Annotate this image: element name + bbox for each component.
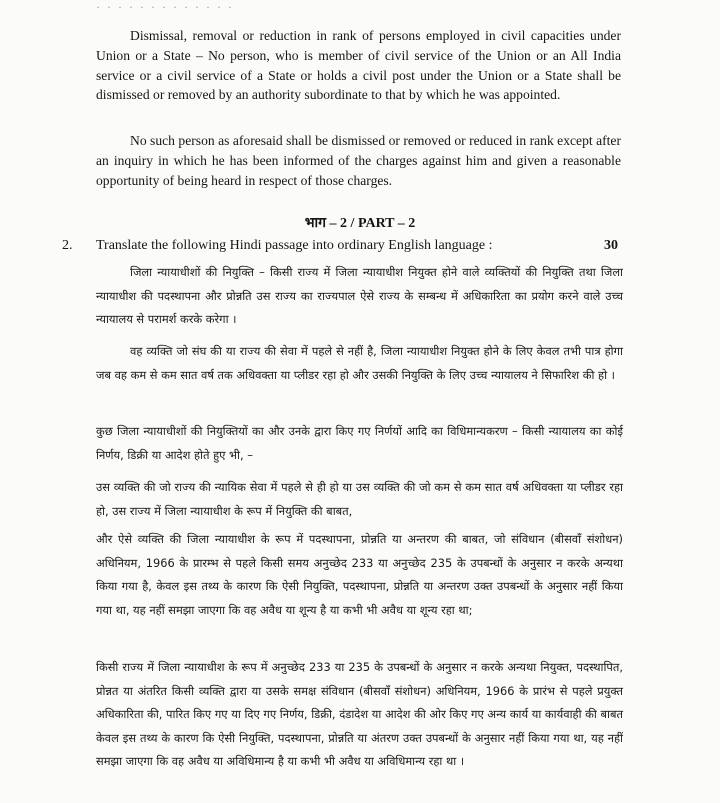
question-number: 2. bbox=[62, 238, 73, 253]
hindi-paragraph-4: उस व्यक्ति की जो राज्य की न्यायिक सेवा में पहले से ही हो या उस व्यक्ति की जो कम से कम सात वर्ष अधिवक्ता या प्लीडर रहा हो, उस राज्य में जिला न्यायाधीश के रूप में नियुक्ति की बाबत, bbox=[96, 480, 623, 518]
hindi-paragraph-2: वह व्यक्ति जो संघ की या राज्य की सेवा में पहले से नहीं है, जिला न्यायाधीश नियुक्त होने के लिए केवल तभी पात्र होगा जब वह कम से कम सात वर्ष तक अधिवक्ता या प्लीडर रहा हो और उसकी नियुक्ति के लिए उच्च न्यायालय ने सिफारिश की हो । bbox=[96, 344, 623, 382]
question-text: Translate the following Hindi passage into ordinary English language : bbox=[96, 238, 493, 253]
english-paragraph-1: Dismissal, removal or reduction in rank of persons employed in civil capacities under Union or a State – No person, who is member of civil service of the Union or an All India service or a civil service of a State or holds a civil post under the Union or a State shall be dismissed or removed by an authority subordinate to that by which he was appointed. bbox=[96, 28, 621, 103]
part-heading: भाग – 2 / PART – 2 bbox=[304, 216, 416, 231]
hindi-paragraph-6: किसी राज्य में जिला न्यायाधीश के रूप में अनुच्छेद 233 या 235 के उपबन्धों के अनुसार न करके अन्यथा नियुक्त, पदस्थापित, प्रोन्नत या अंतरित किसी व्यक्ति द्वारा या उसके समक्ष संविधान (बीसवाँ संशोधन) अधिनियम, 1966 के प्रारंभ से पहले प्रयुक्त अधिकारिता की, पारित किए गए या दिए गए निर्णय, डिक्री, दंडादेश या आदेश की ओर किए गए अन्य कार्य या कार्यवाही की बाबत केवल इस तथ्य के कारण कि ऐसी नियुक्ति, पदस्थापना, प्रोन्नति या अंतरण उक्त उपबन्धों के अनुसार नहीं किया गया था, यह नहीं समझा जाएगा कि वह अवैध या अविधिमान्य है या कभी भी अवैध या अविधिमान्य रहा था । bbox=[96, 660, 623, 769]
hindi-paragraph-5: और ऐसे व्यक्ति की जिला न्यायाधीश के रूप में पदस्थापना, प्रोन्नति या अन्तरण की बाबत, जो संविधान (बीसवाँ संशोधन) अधिनियम, 1966 के प्रारम्भ से पहले किसी समय अनुच्छेद 233 या अनुच्छेद 235 के उपबन्धों के अनुसार न करके अन्यथा किया गया है, केवल इस तथ्य के कारण कि ऐसी नियुक्ति, पदस्थापना, प्रोन्नति या अन्तरण उक्त उपबन्धों के अनुसार नहीं किया गया था, यह नहीं समझा जाएगा कि वह अवैध या शून्य है या कभी भी अवैध या शून्य रहा था; bbox=[96, 532, 623, 617]
scanned-header-fragment: · · · · · · · · · · · · · bbox=[96, 0, 234, 14]
question-marks: 30 bbox=[604, 238, 618, 253]
hindi-paragraph-1: जिला न्यायाधीशों की नियुक्ति – किसी राज्य में जिला न्यायाधीश नियुक्त होने वाले व्यक्तियों की नियुक्ति तथा जिला न्यायाधीश की पदस्थापना और प्रोन्नति उस राज्य का राज्यपाल ऐसे राज्य के सम्बन्ध में अधिकारिता का प्रयोग करने वाले उच्च न्यायालय से परामर्श करके करेगा । bbox=[96, 265, 623, 327]
hindi-paragraph-3: कुछ जिला न्यायाधीशों की नियुक्तियों का और उनके द्वारा किए गए निर्णयों आदि का विधिमान्यकरण – किसी न्यायालय का कोई निर्णय, डिक्री या आदेश होते हुए भी, – bbox=[96, 424, 623, 462]
english-paragraph-2: No such person as aforesaid shall be dismissed or removed or reduced in rank except after an inquiry in which he has been informed of the charges against him and given a reasonable opportunity of being heard in respect of those charges. bbox=[96, 133, 621, 188]
